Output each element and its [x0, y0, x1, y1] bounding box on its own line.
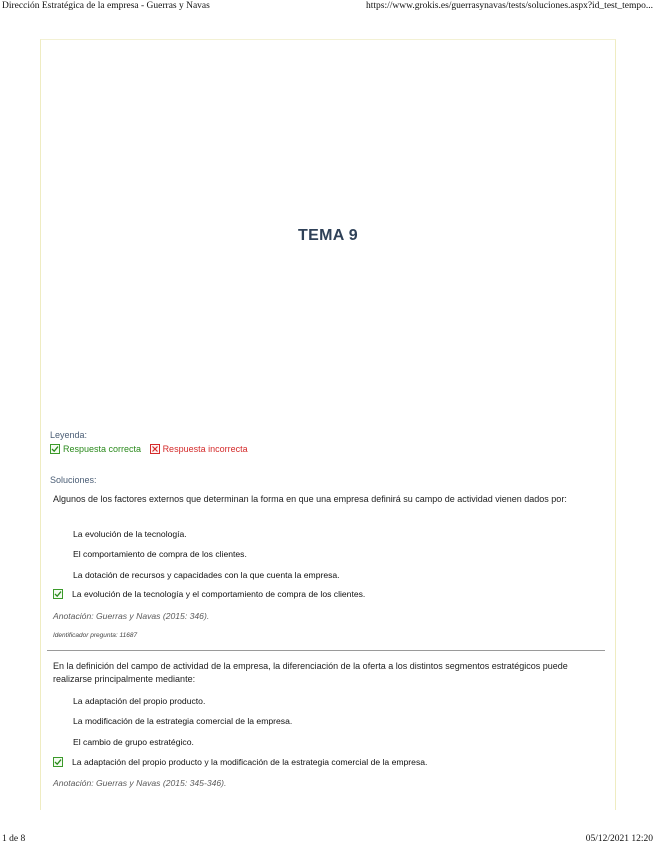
legend-incorrect	[150, 444, 248, 454]
answer-option: La evolución de la tecnología.	[73, 529, 187, 539]
solutions-label: Soluciones:	[50, 475, 97, 485]
answer-option: La dotación de recursos y capacidades con la que cuenta la empresa.	[73, 570, 340, 580]
page-frame	[40, 39, 616, 810]
question-divider	[47, 650, 605, 651]
correct-answer	[53, 757, 427, 767]
page-title: TEMA 9	[298, 227, 358, 244]
answer-option: El cambio de grupo estratégico.	[73, 737, 194, 747]
legend-label: Leyenda:	[50, 430, 88, 440]
answer-option: La adaptación del propio producto.	[73, 696, 206, 706]
answer-option: El comportamiento de compra de los clientes.	[73, 549, 247, 559]
annotation: Anotación: Guerras y Navas (2015: 346).	[53, 611, 210, 621]
legend-correct-label: Respuesta correcta	[63, 444, 142, 454]
cross-icon	[150, 444, 160, 454]
correct-answer-text: La adaptación del propio producto y la modificación de la estrategia comercial de la empresa.	[72, 757, 428, 767]
question-text: En la definición del campo de actividad de la empresa, la diferenciación de la oferta a los distintos segmentos estratégicos puede realizarse principalmente mediante:	[53, 661, 568, 684]
correct-answer	[53, 589, 365, 599]
page-number: 1 de 8	[2, 834, 26, 844]
print-header-title: Dirección Estratégica de la empresa - Guerras y Navas	[2, 1, 210, 11]
print-footer	[0, 834, 655, 848]
legend-correct	[50, 444, 141, 454]
print-header	[0, 0, 655, 16]
annotation: Anotación: Guerras y Navas (2015: 345-346).	[53, 778, 227, 788]
check-icon	[50, 444, 60, 454]
check-icon	[53, 757, 63, 767]
answer-option: La modificación de la estrategia comercial de la empresa.	[73, 716, 293, 726]
question-text: Algunos de los factores externos que determinan la forma en que una empresa definirá su campo de actividad vienen dados por:	[53, 494, 567, 504]
legend	[50, 444, 254, 456]
question-identifier: Identificador pregunta: 11687	[53, 632, 138, 639]
print-header-url: https://www.grokis.es/guerrasynavas/tests/soluciones.aspx?id_test_tempo...	[366, 1, 653, 11]
correct-answer-text: La evolución de la tecnología y el comportamiento de compra de los clientes.	[72, 589, 366, 599]
check-icon	[53, 589, 63, 599]
legend-incorrect-label: Respuesta incorrecta	[162, 444, 248, 454]
print-datetime: 05/12/2021 12:20	[585, 834, 653, 844]
